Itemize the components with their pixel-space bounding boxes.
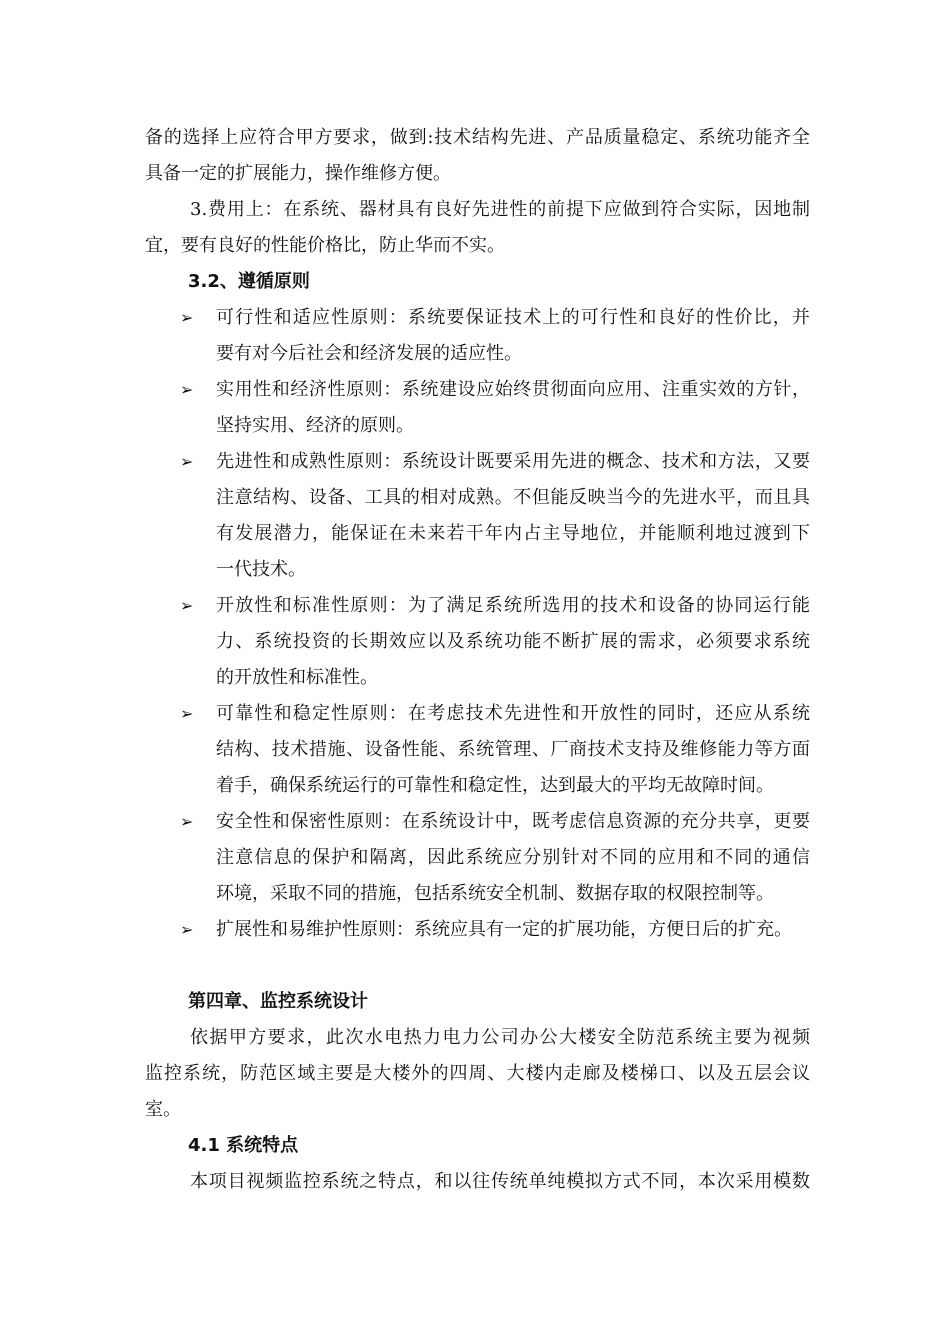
intro-line-3: 3.费用上：在系统、器材具有良好先进性的前提下应做到符合实际，因地制 — [190, 199, 810, 220]
bullet-arrow-icon: ➢ — [180, 380, 194, 399]
bullet-arrow-icon: ➢ — [180, 308, 194, 327]
principle-item-6-line-2: 注意信息的保护和隔离，因此系统应分别针对不同的应用和不同的通信 — [216, 847, 810, 868]
principle-item-5-line-1: 可靠性和稳定性原则：在考虑技术先进性和开放性的同时，还应从系统 — [216, 703, 810, 724]
principle-item-6-line-3: 环境，采取不同的措施，包括系统安全机制、数据存取的权限控制等。 — [216, 883, 774, 904]
bullet-arrow-icon: ➢ — [180, 812, 194, 831]
principle-item-3-line-3: 有发展潜力，能保证在未来若干年内占主导地位，并能顺利地过渡到下 — [216, 523, 810, 544]
principle-item-2-line-1: 实用性和经济性原则：系统建设应始终贯彻面向应用、注重实效的方针， — [216, 379, 810, 400]
bullet-arrow-icon: ➢ — [180, 452, 194, 471]
principle-item-6-line-1: 安全性和保密性原则：在系统设计中，既考虑信息资源的充分共享，更要 — [216, 811, 810, 832]
chapter-4-para-line-1: 依据甲方要求，此次水电热力电力公司办公大楼安全防范系统主要为视频 — [190, 1027, 810, 1048]
principle-item-5-line-2: 结构、技术措施、设备性能、系统管理、厂商技术支持及维修能力等方面 — [216, 739, 810, 760]
intro-line-2: 具备一定的扩展能力，操作维修方便。 — [145, 163, 451, 184]
section-heading-4-1: 4.1 系统特点 — [188, 1135, 299, 1156]
principle-item-4-line-3: 的开放性和标准性。 — [216, 667, 378, 688]
bullet-arrow-icon: ➢ — [180, 704, 194, 723]
chapter-4-para-line-3: 室。 — [145, 1099, 181, 1120]
bullet-arrow-icon: ➢ — [180, 920, 194, 939]
principle-item-2-line-2: 坚持实用、经济的原则。 — [216, 415, 414, 436]
principle-item-4-line-2: 力、系统投资的长期效应以及系统功能不断扩展的需求，必须要求系统 — [216, 631, 810, 652]
principle-item-4-line-1: 开放性和标准性原则：为了满足系统所选用的技术和设备的协同运行能 — [216, 595, 810, 616]
principle-item-3-line-1: 先进性和成熟性原则：系统设计既要采用先进的概念、技术和方法，又要 — [216, 451, 810, 472]
principle-item-3-line-2: 注意结构、设备、工具的相对成熟。不但能反映当今的先进水平，而且具 — [216, 487, 810, 508]
bullet-arrow-icon: ➢ — [180, 596, 194, 615]
chapter-4-heading: 第四章、监控系统设计 — [188, 991, 368, 1012]
principle-item-1-line-1: 可行性和适应性原则：系统要保证技术上的可行性和良好的性价比，并 — [216, 307, 810, 328]
intro-line-1: 备的选择上应符合甲方要求，做到:技术结构先进、产品质量稳定、系统功能齐全 — [145, 127, 810, 148]
principle-item-1-line-2: 要有对今后社会和经济发展的适应性。 — [216, 343, 522, 364]
principle-item-5-line-3: 着手，确保系统运行的可靠性和稳定性，达到最大的平均无故障时间。 — [216, 775, 774, 796]
chapter-4-para-line-2: 监控系统，防范区域主要是大楼外的四周、大楼内走廊及楼梯口、以及五层会议 — [145, 1063, 810, 1084]
intro-line-4: 宜，要有良好的性能价格比，防止华而不实。 — [145, 235, 505, 256]
section-heading-3-2: 3.2、遵循原则 — [188, 271, 310, 292]
principle-item-3-line-4: 一代技术。 — [216, 559, 306, 580]
principle-item-7-line-1: 扩展性和易维护性原则：系统应具有一定的扩展功能，方便日后的扩充。 — [216, 919, 792, 940]
section-4-1-para-line-1: 本项目视频监控系统之特点，和以往传统单纯模拟方式不同，本次采用模数 — [190, 1171, 810, 1192]
